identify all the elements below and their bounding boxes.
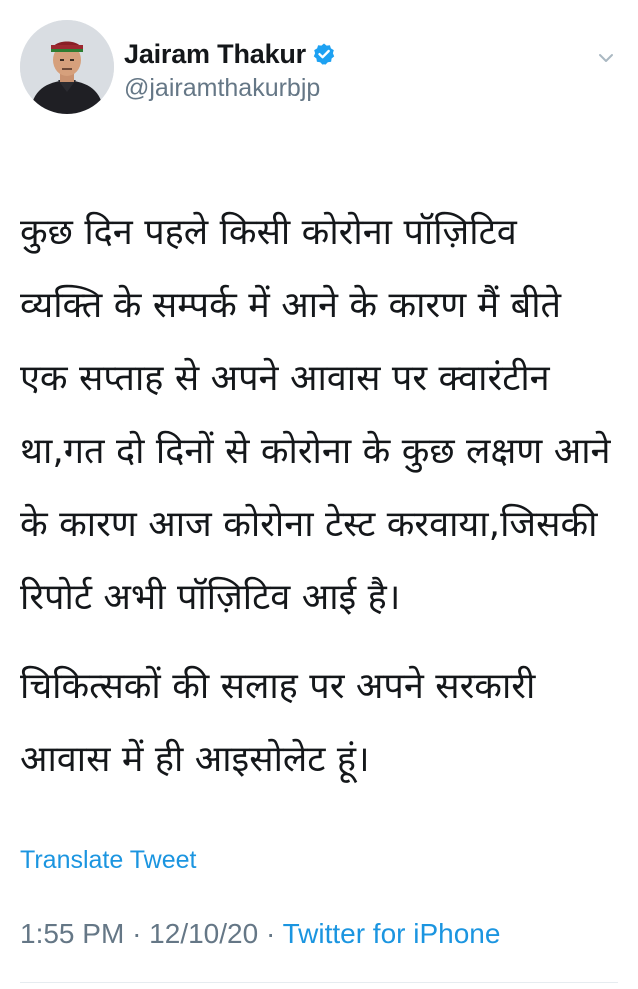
profile-photo-icon	[20, 20, 114, 114]
verified-badge-icon	[312, 42, 336, 66]
avatar[interactable]	[20, 20, 114, 114]
translate-tweet-link[interactable]: Translate Tweet	[20, 846, 197, 874]
tweet-paragraph-1	[20, 196, 620, 634]
text-line: चिकित्सकों की सलाह पर अपने सरकारी	[20, 666, 536, 707]
meta-separator: ·	[265, 918, 276, 949]
text-line: कुछ दिन पहले किसी कोरोना पॉज़िटिव	[20, 212, 517, 253]
chevron-down-icon[interactable]	[596, 48, 616, 68]
tweet-source-link[interactable]: Twitter for iPhone	[282, 918, 501, 949]
text-line: के कारण आज कोरोना टेस्ट करवाया,जिसकी	[20, 504, 598, 545]
name-row	[124, 36, 336, 72]
tweet-text	[20, 196, 620, 796]
text-line: रिपोर्ट अभी पॉज़िटिव आई है।	[20, 577, 401, 618]
display-name[interactable]: Jairam Thakur	[124, 38, 306, 69]
tweet-time[interactable]: 1:55 PM	[20, 918, 125, 949]
text-line: आवास में ही आइसोलेट हूं।	[20, 739, 370, 780]
tweet-meta	[20, 918, 500, 950]
user-handle[interactable]: @jairamthakurbjp	[124, 74, 321, 102]
text-line: एक सप्ताह से अपने आवास पर क्वारंटीन	[20, 358, 550, 399]
text-line: व्यक्ति के सम्पर्क में आने के कारण मैं बीते	[20, 285, 562, 326]
tweet-paragraph-2	[20, 650, 620, 796]
author-info	[124, 36, 336, 103]
text-line: था,गत दो दिनों से कोरोना के कुछ लक्षण आने	[20, 431, 611, 472]
tweet-date[interactable]: 12/10/20	[149, 918, 259, 949]
divider	[20, 982, 618, 983]
meta-separator: ·	[132, 918, 142, 949]
